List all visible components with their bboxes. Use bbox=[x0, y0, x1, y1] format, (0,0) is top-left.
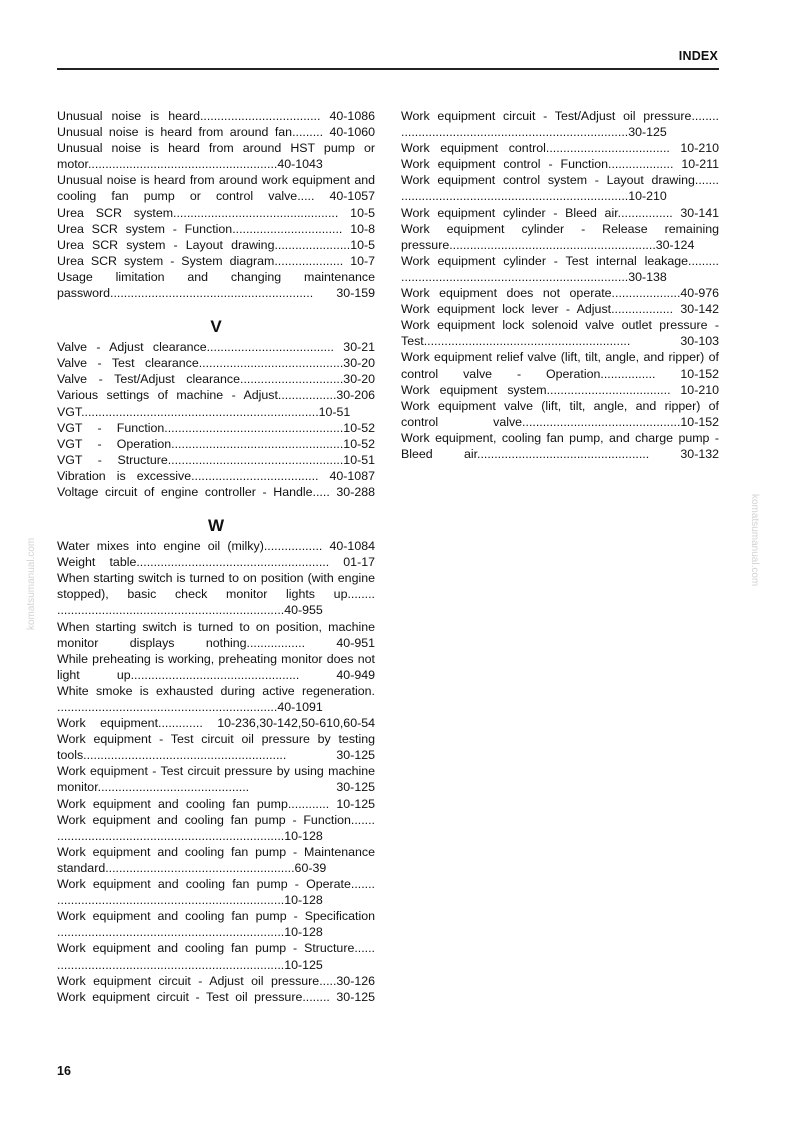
index-entry-text: Unusual noise is heard from around work equipment and cooling fan pump or control valve..... 40-1057 bbox=[57, 173, 375, 204]
index-entry-text: Work equipment control - Function................... 10-211 bbox=[401, 157, 719, 172]
watermark-right: komatsumanual.com bbox=[749, 494, 760, 587]
index-entry-text: Unusual noise is heard from around HST pump or motor.......................................................40-1043 bbox=[57, 141, 375, 172]
index-entry bbox=[401, 205, 719, 221]
index-entry-text: When starting switch is turned to on position (with engine stopped), basic check monitor lights up........ ..................................................................40-955 bbox=[57, 571, 375, 618]
index-entry bbox=[57, 484, 375, 500]
index-entry-text: Work equipment cylinder - Test internal leakage......... ..................................................................30-138 bbox=[401, 253, 719, 284]
index-entry-text: VGT - Function....................................................10-52 bbox=[57, 420, 375, 435]
index-entry bbox=[401, 253, 719, 285]
index-entry bbox=[57, 140, 375, 172]
index-group-w bbox=[57, 538, 375, 1005]
index-entry-text: Work equipment lock solenoid valve outlet pressure - Test............................................................ 30-103 bbox=[401, 318, 719, 349]
page-number: 16 bbox=[57, 1064, 71, 1078]
index-entry bbox=[57, 989, 375, 1005]
index-entry-text: VGT - Operation..................................................10-52 bbox=[57, 436, 375, 451]
index-entry bbox=[57, 355, 375, 371]
index-entry-text: Work equipment circuit - Test/Adjust oil pressure........ ..................................................................30-125 bbox=[401, 109, 719, 140]
index-entry-text: Work equipment - Test circuit pressure by using machine monitor............................................ 30-125 bbox=[57, 764, 375, 795]
index-entry bbox=[401, 285, 719, 301]
index-entry-text: Urea SCR system - Layout drawing......................10-5 bbox=[57, 237, 375, 252]
index-group-u bbox=[57, 108, 375, 301]
index-entry bbox=[401, 349, 719, 381]
index-entry bbox=[57, 731, 375, 763]
index-entry-text: Work equipment system.................................... 10-210 bbox=[401, 382, 719, 397]
index-entry bbox=[57, 420, 375, 436]
section-letter-w: W bbox=[207, 516, 225, 536]
index-entry-text: Work equipment and cooling fan pump - Function....... ..................................................................10-128 bbox=[57, 812, 375, 843]
index-entry-text: Work equipment cylinder - Release remaining pressure............................................................30-124 bbox=[401, 221, 719, 252]
index-entry-text: Work equipment lock lever - Adjust.................. 30-142 bbox=[401, 302, 719, 317]
index-entry bbox=[57, 387, 375, 403]
index-entry bbox=[57, 812, 375, 844]
index-entry bbox=[57, 468, 375, 484]
index-entry bbox=[57, 619, 375, 651]
index-entry-text: Vibration is excessive..................................... 40-1087 bbox=[57, 468, 375, 483]
index-entry bbox=[401, 172, 719, 204]
index-entry bbox=[57, 554, 375, 570]
index-entry-text: Work equipment does not operate....................40-976 bbox=[401, 286, 719, 301]
index-entry bbox=[57, 452, 375, 468]
index-entry-text: Work equipment relief valve (lift, tilt, angle, and ripper) of control valve - Operation................ 10-152 bbox=[401, 350, 719, 381]
index-entry bbox=[57, 651, 375, 683]
index-entry bbox=[57, 940, 375, 972]
index-entry bbox=[401, 156, 719, 172]
index-entry bbox=[57, 404, 375, 420]
index-entry-text: Urea SCR system - Function................................ 10-8 bbox=[57, 221, 375, 236]
index-entry bbox=[57, 237, 375, 253]
left-column bbox=[57, 108, 375, 1005]
index-entry bbox=[401, 382, 719, 398]
index-entry-text: Valve - Test clearance..........................................30-20 bbox=[57, 356, 375, 371]
index-entry-text: VGT - Structure...................................................10-51 bbox=[57, 452, 375, 467]
index-entry-text: Work equipment circuit - Adjust oil pressure.....30-126 bbox=[57, 973, 375, 988]
header-rule bbox=[57, 68, 719, 70]
index-entry bbox=[57, 371, 375, 387]
index-entry-text: Voltage circuit of engine controller - Handle..... 30-288 bbox=[57, 484, 375, 499]
index-group-w-continued bbox=[401, 108, 719, 462]
index-entry bbox=[57, 876, 375, 908]
index-entry bbox=[401, 317, 719, 349]
index-entry-text: Work equipment............. 10-236,30-142,50-610,60-54 bbox=[57, 716, 375, 731]
index-entry bbox=[401, 398, 719, 430]
index-entry-text: Work equipment circuit - Test oil pressure........ 30-125 bbox=[57, 989, 375, 1004]
index-entry-text: Work equipment control system - Layout drawing....... ..................................................................10-210 bbox=[401, 173, 719, 204]
index-entry-text: When starting switch is turned to on position, machine monitor displays nothing................. 40-951 bbox=[57, 619, 375, 650]
index-entry-text: White smoke is exhausted during active regeneration. ................................................................40-1091 bbox=[57, 683, 375, 714]
index-entry bbox=[57, 683, 375, 715]
watermark-left: komatsumanual.com bbox=[26, 537, 37, 630]
index-entry bbox=[57, 221, 375, 237]
index-entry bbox=[57, 108, 375, 124]
index-entry bbox=[57, 205, 375, 221]
index-entry-text: Unusual noise is heard................................... 40-1086 bbox=[57, 109, 375, 123]
index-entry-text: Work equipment cylinder - Bleed air................ 30-141 bbox=[401, 205, 719, 220]
index-entry-text: Work equipment and cooling fan pump............ 10-125 bbox=[57, 796, 375, 811]
index-entry-text: Work equipment control.................................... 10-210 bbox=[401, 141, 719, 156]
index-entry bbox=[57, 715, 375, 731]
index-entry bbox=[57, 269, 375, 301]
index-entry-text: Unusual noise is heard from around fan......... 40-1060 bbox=[57, 125, 375, 140]
index-entry-text: Urea SCR system................................................ 10-5 bbox=[57, 205, 375, 220]
index-group-v bbox=[57, 339, 375, 500]
index-entry-text: Work equipment - Test circuit oil pressure by testing tools........................................................... 30-125 bbox=[57, 732, 375, 763]
index-entry bbox=[57, 253, 375, 269]
index-entry bbox=[57, 172, 375, 204]
index-entry-text: Usage limitation and changing maintenance password........................................................... 30-159 bbox=[57, 269, 375, 301]
index-entry-text: Valve - Test/Adjust clearance..............................30-20 bbox=[57, 372, 375, 387]
section-letter-v: V bbox=[210, 317, 222, 337]
index-entry bbox=[57, 973, 375, 989]
index-entry-text: Work equipment, cooling fan pump, and charge pump - Bleed air.................................................. 30-132 bbox=[401, 430, 719, 461]
index-entry-text: Work equipment and cooling fan pump - Maintenance standard.......................................................60-39 bbox=[57, 844, 375, 875]
index-entry bbox=[57, 339, 375, 355]
index-entry bbox=[401, 221, 719, 253]
index-entry bbox=[57, 124, 375, 140]
index-entry bbox=[401, 108, 719, 140]
index-entry bbox=[57, 844, 375, 876]
index-entry bbox=[57, 538, 375, 554]
index-entry bbox=[401, 301, 719, 317]
index-entry bbox=[57, 570, 375, 618]
right-column bbox=[401, 108, 719, 462]
index-entry bbox=[401, 430, 719, 462]
index-entry-text: Various settings of machine - Adjust.................30-206 bbox=[57, 388, 375, 403]
index-entry-text: VGT.....................................................................10-51 bbox=[57, 404, 351, 419]
index-entry-text: While preheating is working, preheating monitor does not light up................................................. 40-949 bbox=[57, 651, 375, 682]
index-entry-text: Weight table........................................................ 01-17 bbox=[57, 555, 375, 570]
index-entry-text: Urea SCR system - System diagram.................... 10-7 bbox=[57, 253, 375, 268]
page-header-title: INDEX bbox=[678, 49, 718, 63]
index-entry bbox=[57, 796, 375, 812]
index-entry-text: Water mixes into engine oil (milky)................. 40-1084 bbox=[57, 539, 375, 554]
index-entry-text: Work equipment and cooling fan pump - Operate....... ..................................................................10-128 bbox=[57, 877, 375, 908]
index-entry bbox=[57, 908, 375, 940]
index-entry-text: Valve - Adjust clearance..................................... 30-21 bbox=[57, 340, 375, 355]
index-entry-text: Work equipment and cooling fan pump - Specification ..................................................................10-128 bbox=[57, 909, 375, 940]
index-entry bbox=[57, 436, 375, 452]
index-entry-text: Work equipment and cooling fan pump - Structure...... ..................................................................10-125 bbox=[57, 941, 375, 972]
index-entry bbox=[57, 763, 375, 795]
index-entry bbox=[401, 140, 719, 156]
index-entry-text: Work equipment valve (lift, tilt, angle, and ripper) of control valve..............................................10-152 bbox=[401, 398, 719, 429]
